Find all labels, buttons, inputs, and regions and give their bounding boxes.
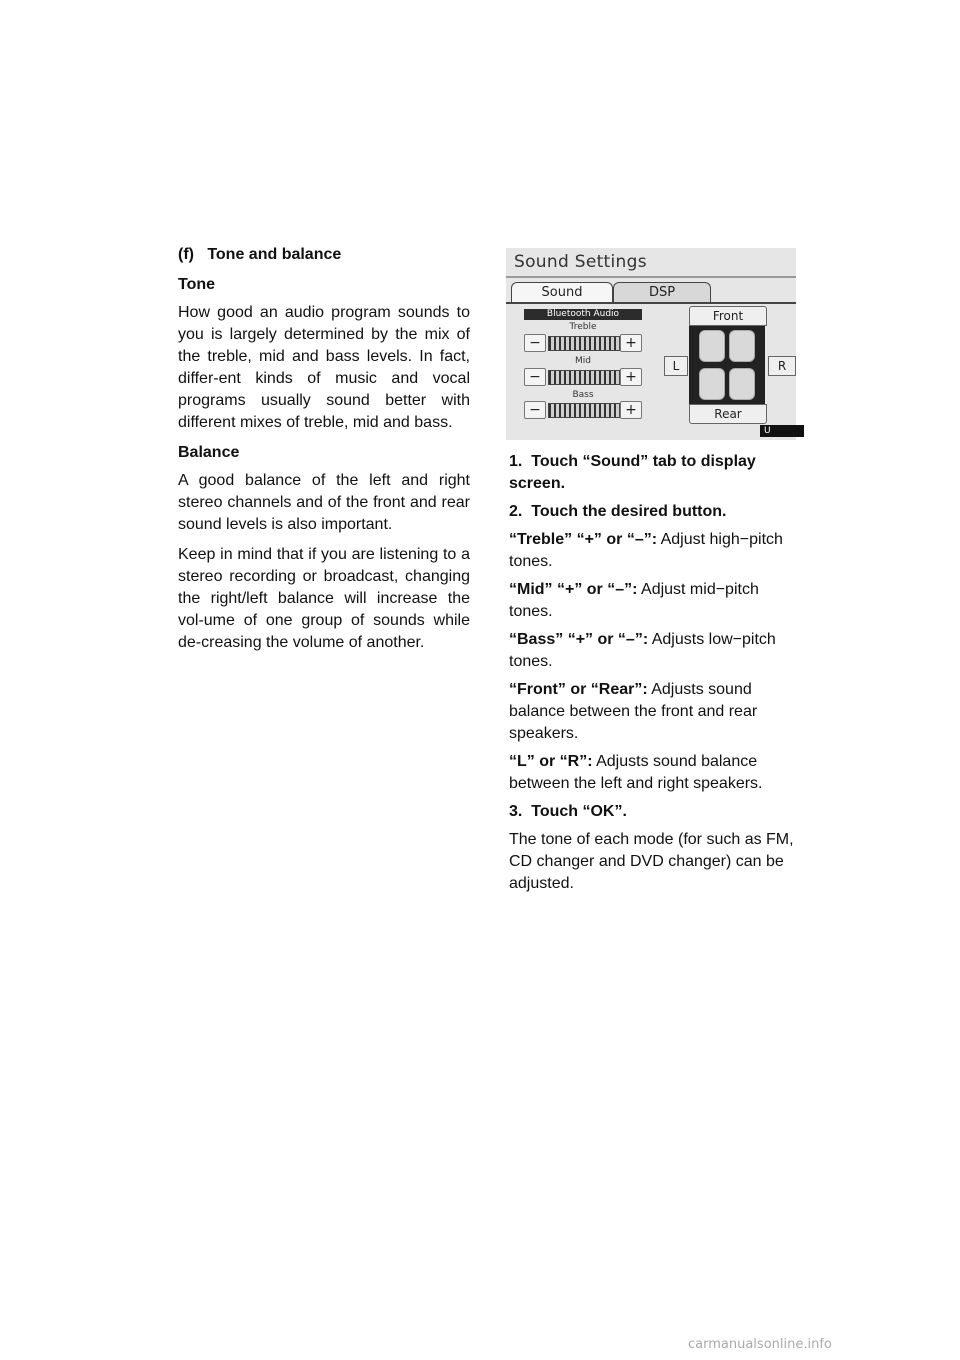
lr-term: “L” or “R”: — [509, 753, 593, 770]
figure-code: U — [760, 425, 804, 437]
mid-instruction — [509, 579, 799, 623]
treble-level-bar — [548, 336, 620, 351]
left-button[interactable]: L — [664, 356, 688, 376]
treble-term: “Treble” “+” or “–”: — [509, 531, 658, 548]
section-title: (f) Tone and balance — [178, 246, 342, 263]
seat-icon — [729, 368, 755, 400]
balance-paragraph-1: A good balance of the left and right stereo channels and of the front and rear sound levels is also important. — [178, 472, 470, 533]
seat-icon — [729, 330, 755, 362]
bass-description: Adjusts low−pitch tones. — [509, 631, 776, 670]
treble-minus-button[interactable]: − — [524, 334, 546, 352]
mid-term: “Mid” “+” or “–”: — [509, 581, 638, 598]
rear-button[interactable]: Rear — [689, 404, 767, 424]
mid-control — [524, 368, 642, 386]
front-rear-term: “Front” or “Rear”: — [509, 681, 648, 698]
bass-control — [524, 401, 642, 419]
seat-icon — [699, 330, 725, 362]
balance-paragraph-2: Keep in mind that if you are listening to a stereo recording or broadcast, changing the right/left balance will increase the vol-ume of one group of sounds while de-creasing the volume of another. — [178, 546, 470, 651]
seat-icon — [699, 368, 725, 400]
lr-description: Adjusts sound balance between the left and right speakers. — [509, 753, 763, 792]
front-rear-instruction — [509, 679, 799, 745]
balance-panel — [689, 324, 765, 404]
sound-settings-screenshot — [506, 248, 796, 440]
treble-plus-button[interactable]: + — [620, 334, 642, 352]
source-label: Bluetooth Audio — [524, 309, 642, 320]
balance-heading: Balance — [178, 444, 240, 461]
bass-instruction — [509, 629, 799, 673]
bass-plus-button[interactable]: + — [620, 401, 642, 419]
tone-heading: Tone — [178, 276, 216, 293]
treble-instruction — [509, 529, 799, 573]
mid-description: Adjust mid−pitch tones. — [509, 581, 759, 620]
mid-level-bar — [548, 370, 620, 385]
lr-instruction — [509, 751, 799, 795]
tab-baseline — [506, 302, 796, 304]
right-button[interactable]: R — [768, 356, 796, 376]
treble-description: Adjust high−pitch tones. — [509, 531, 783, 570]
tone-note: The tone of each mode (for such as FM, CD changer and DVD changer) can be adjusted. — [509, 831, 794, 892]
front-rear-description: Adjusts sound balance between the front and rear speakers. — [509, 681, 758, 742]
bass-level-bar — [548, 403, 620, 418]
bass-term: “Bass” “+” or “–”: — [509, 631, 649, 648]
mid-label: Mid — [575, 356, 591, 366]
right-column — [509, 451, 799, 901]
tab-sound[interactable]: Sound — [511, 282, 613, 303]
step-3: 3. Touch “OK”. — [509, 803, 627, 820]
footer-watermark: carmanualsonline.info — [688, 1337, 832, 1352]
mid-plus-button[interactable]: + — [620, 368, 642, 386]
step-1: 1. Touch “Sound” tab to display screen. — [509, 453, 756, 492]
screen-title: Sound Settings — [514, 252, 647, 272]
title-divider — [506, 276, 796, 278]
treble-label: Treble — [569, 322, 597, 332]
step-2: 2. Touch the desired button. — [509, 503, 727, 520]
tone-paragraph: How good an audio program sounds to you is largely determined by the mix of the treble, mid and bass levels. In fact, differ-ent kinds of music and vocal programs usually sound better with different mixes of treble, mid and bass. — [178, 304, 470, 431]
front-button[interactable]: Front — [689, 306, 767, 326]
mid-minus-button[interactable]: − — [524, 368, 546, 386]
tab-dsp[interactable]: DSP — [613, 282, 711, 303]
bass-label: Bass — [572, 390, 594, 400]
treble-control — [524, 334, 642, 352]
bass-minus-button[interactable]: − — [524, 401, 546, 419]
